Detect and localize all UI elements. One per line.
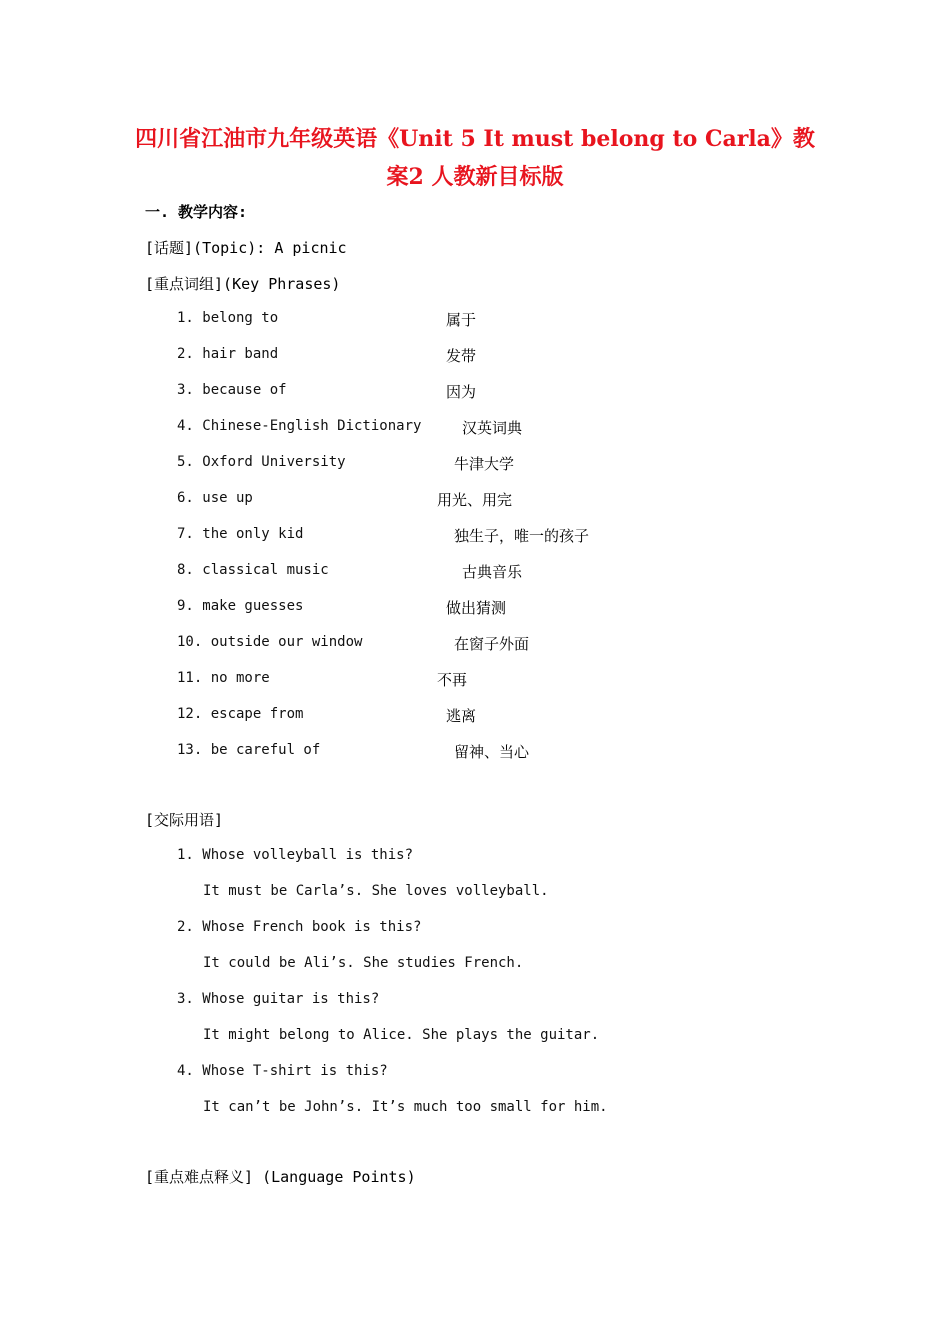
phrase-en: 6. use up <box>177 490 253 506</box>
dialogue-answer: It can’t be John’s. It’s much too small for him. <box>203 1099 608 1115</box>
phrase-zh: 发带 <box>446 347 477 365</box>
phrase-zh: 牛津大学 <box>454 455 515 473</box>
dialogue-question: 1. Whose volleyball is this? <box>177 847 414 863</box>
language-points-header: [重点难点释义] (Language Points) <box>145 1168 416 1186</box>
phrase-en: 4. Chinese-English Dictionary <box>177 418 422 434</box>
dialogue-question: 3. Whose guitar is this? <box>177 991 380 1007</box>
phrase-zh: 独生子，唯一的孩子 <box>454 527 590 545</box>
phrase-zh: 属于 <box>446 311 477 329</box>
phrase-zh: 做出猜测 <box>446 599 507 617</box>
phrase-en: 11. no more <box>177 670 270 686</box>
phrase-zh: 用光、用完 <box>437 491 513 509</box>
phrase-en: 2. hair band <box>177 346 279 362</box>
document-title-line1: 四川省江油市九年级英语《Unit 5 It must belong to Carla》教 <box>135 126 815 152</box>
phrase-zh: 古典音乐 <box>462 563 523 581</box>
phrase-en: 12. escape from <box>177 706 304 722</box>
section-teaching-content: 一. 教学内容: <box>145 203 248 221</box>
document-title-line2: 案2 人教新目标版 <box>386 164 564 190</box>
communication-header: [交际用语] <box>145 811 224 829</box>
dialogue-question: 4. Whose T-shirt is this? <box>177 1063 388 1079</box>
phrase-en: 7. the only kid <box>177 526 304 542</box>
phrase-en: 10. outside our window <box>177 634 363 650</box>
phrase-zh: 汉英词典 <box>462 419 523 437</box>
phrase-zh: 逃离 <box>446 707 477 725</box>
topic-line: [话题](Topic): A picnic <box>145 239 347 257</box>
phrase-zh: 在窗子外面 <box>454 635 530 653</box>
key-phrases-header: [重点词组](Key Phrases) <box>145 275 341 293</box>
phrase-zh: 不再 <box>437 671 468 689</box>
phrase-en: 3. because of <box>177 382 287 398</box>
phrase-zh: 因为 <box>446 383 477 401</box>
phrase-en: 5. Oxford University <box>177 454 346 470</box>
dialogue-answer: It could be Ali’s. She studies French. <box>203 955 524 971</box>
phrase-en: 8. classical music <box>177 562 329 578</box>
phrase-en: 9. make guesses <box>177 598 304 614</box>
phrase-en: 13. be careful of <box>177 742 321 758</box>
dialogue-answer: It must be Carla’s. She loves volleyball. <box>203 883 549 899</box>
dialogue-question: 2. Whose French book is this? <box>177 919 422 935</box>
phrase-zh: 留神、当心 <box>454 743 530 761</box>
dialogue-answer: It might belong to Alice. She plays the guitar. <box>203 1027 600 1043</box>
phrase-en: 1. belong to <box>177 310 279 326</box>
